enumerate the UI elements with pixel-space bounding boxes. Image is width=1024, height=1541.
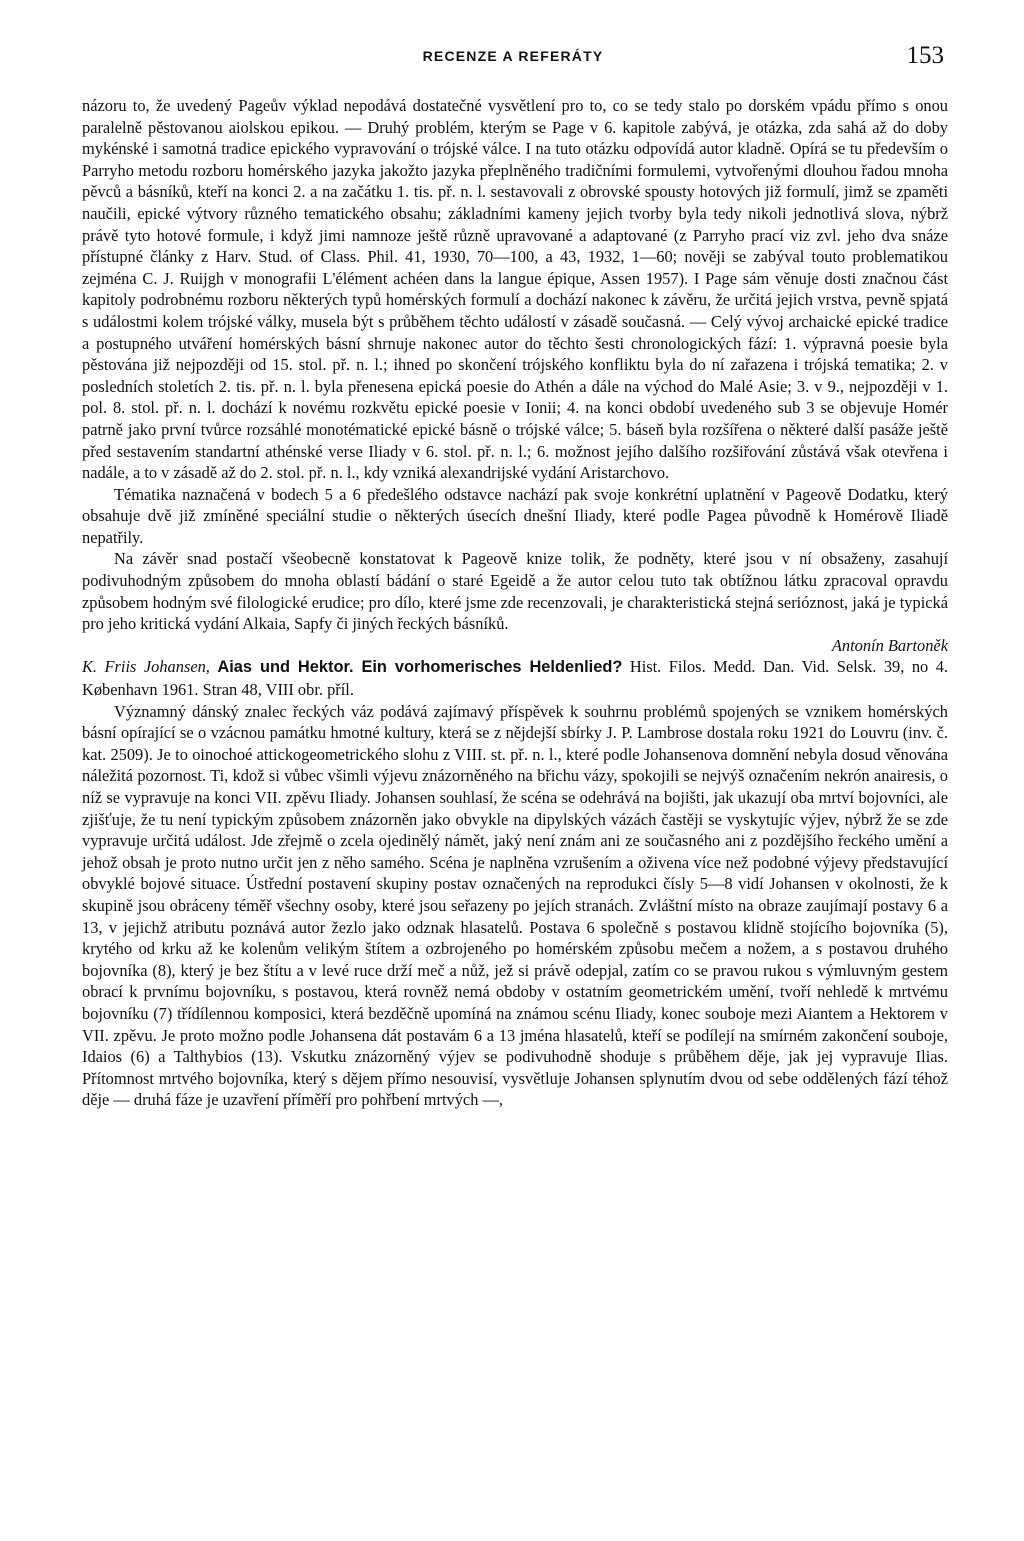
review1-signature: Antonín Bartoněk (831, 635, 948, 655)
review2-title: Aias und Hektor. Ein vorhomerisches Heldenlied? (217, 658, 623, 677)
review1-paragraph-3: Na závěr snad postačí všeobecně konstatovat k Pageově knize tolik, že podněty, které jsou v ní obsaženy, zasahují podivuhodným způsobem do mnoha oblastí bádání o staré Egeidě a že autor celou tuto tak obtížnou látku zpracoval opravdu způsobem hodným své filologické erudice; pro dílo, které jsme zde recenzovali, je charakteristická stejná serióznost, jaká je typická pro jeho kritická vydání Alkaia, Sapfy či jiných řeckých básníků. (82, 549, 948, 634)
running-head (82, 42, 944, 74)
review2-heading (82, 656, 948, 700)
review2-author: K. Friis Johansen, (82, 657, 210, 677)
review2-paragraph-1: Významný dánský znalec řeckých váz podává zajímavý příspěvek k souhrnu problémů spojených se vznikem homérských básní opírající se o vzácnou památku hmotné kultury, která se z nějdejší sbírky J. P. Lambrose dostala roku 1921 do Louvru (inv. č. kat. 2509). Je to oinochoé attickogeometrického slohu z VIII. st. př. n. l., které podle Johansenova domnění nebyla dosud věnována náležitá pozornost. Ti, kdož si vůbec všimli výjevu znázorněného na břichu vázy, spokojili se nejvýš označením nekrón anairesis, o níž se vypravuje na konci VII. zpěvu Iliady. Johansen souhlasí, že scéna se odehrává na bojišti, jak ukazují oba mrtví bojovníci, ale zjišťuje, že tu není typickým způsobem znázorněn jako obvykle na dipylských vázách častěji se vyskytujíc výjev, nýbrž že se zde vypravuje určitá událost. Jde zřejmě o zcela ojedinělý námět, jaký není znám ani ze současného ani z pozdějšího řeckého umění a jehož obsah je proto nutno určit jen z něho samého. Scéna je naplněna vzrušením a oživena více než podobné výjevy představující obvyklé bojové situace. Ústřední postavení skupiny postav označených na reprodukci čísly 5—8 vidí Johansen v okolnosti, že k skupině jsou obráceny téměř všechny osoby, které jsou seřazeny po jejích stranách. Zvláštní místo na obraze zaujímají postavy 6 a 13, v jejichž atributu poznává autor žezlo jako odznak hlasatelů. Postava 6 společně s postavou klidně stojícího bojovníka (5), krytého od krku až ke kolenům velikým štítem a ozbrojeného po homérském způsobu mečem a nožem, a s postavou druhého bojovníka (8), který je bez štítu a v levé ruce drží meč a nůž, jež si právě odepjal, zatím co se pravou rukou s výmluvným gestem obrací k prvnímu bojovníku, s postavou, která rovněž nemá obdoby v ostatním geometrickém umění, tvoří nehledě k mrtvému bojovníku (7) třídílennou komposici, která bezděčně upomíná na známou scénu Iliady, konec souboje mezi Aiantem a Hektorem v VII. zpěvu. Je proto možno podle Johansena dát postavám 6 a 13 jména hlasatelů, kteří se podílejí na smírném zakončení souboje, Idaios (6) a Talthybios (13). Vskutku znázorněný výjev se podivuhodně shoduje s průběhem děje, jak jej vypravuje Ilias. Přítomnost mrtvého bojovníka, který s dějem přímo nesouvisí, vysvětluje Johansen splynutím dvou od sebe oddělených fází téhož děje — druhá fáze je uzavření příměří pro pohřbení mrtvých —, (82, 701, 948, 1110)
running-title: RECENZE A REFERÁTY (422, 48, 604, 64)
body-text (82, 95, 948, 1111)
page-number: 153 (906, 42, 944, 69)
review2-publication: Hist. Filos. Medd. Dan. Vid. Selsk. 39, no 4. København 1961. Stran 48, VIII obr. příl. (82, 657, 949, 700)
review1-paragraph-1: názoru to, že uvedený Pageův výklad nepodává dostatečné vysvětlení pro to, co se tedy stalo po dorském vpádu přímo s onou paralelně pěstovanou aiolskou epikou. — Druhý problém, kterým se Page v 6. kapitole zabývá, je otázka, zda sahá až do doby mykénské i samotná tradice epického vypravování o trójské válce. I na tuto otázku odpovídá autor kladně. Opírá se tu především o Parryho metodu rozboru homérského jazyka jakožto jazyka přeplněného tradičními formulemi, vytvořenými dlouhou řadou mnoha pěvců a básníků, kteří na konci 2. a na začátku 1. tis. př. n. l. sestavovali z obrovské spousty hotových již formulí, jimž se zpaměti naučili, epické výtvory různého tematického obsahu; základními kameny jejich tvorby byla tedy nikoli jednotlivá slova, nýbrž právě tyto hotové formule, i když jimi namnoze ještě různě upravované a adaptované (z Parryho prací viz zvl. jeho dva snáze přístupné články z Harv. Stud. of Class. Phil. 41, 1930, 70—100, a 43, 1932, 1—60; nověji se zabýval touto problematikou zejména C. J. Ruijgh v monografii L'élément achéen dans la langue épique, Assen 1957). I Page sám věnuje dosti značnou část kapitoly podrobnému rozboru některých typů homérských formulí a dochází nakonec k závěru, že určitá jejich vrstva, pevně spjatá s událostmi kolem trójské války, musela být s průběhem těchto událostí v zásadě současná. — Celý vývoj archaické epické tradice a postupného utváření homérských básní shrnuje nakonec autor do těchto šesti chronologických fází: 1. výpravná poesie byla pěstována již nejpozději od 15. stol. př. n. l.; ihned po skončení trójského konfliktu byla do ní zařazena i trójská tematika; 2. v posledních stoletích 2. tis. př. n. l. byla přenesena epická poesie do Athén a dále na východ do Malé Asie; 3. v 9., nejpozději v 1. pol. 8. stol. př. n. l. dochází k novému rozkvětu epické poesie v Ionii; 4. na konci období uvedeného sub 3 se objevuje Homér patrně jako první tvůrce rozsáhlé monotématické epické básně o trójské válce; 5. báseň byla rozšířena o některé další pasáže ještě před sestavením standartní athénské verse Iliady v 6. stol. př. n. l.; 6. možnost jejího dalšího rozšiřování zůstává však otevřena i nadále, a to v zásadě až do 2. stol. př. n. l., kdy vzniká alexandrijské vydání Aristarchovo. (82, 96, 948, 483)
review1-paragraph-2: Tématika naznačená v bodech 5 a 6 předešlého odstavce nachází pak svoje konkrétní uplatnění v Pageově Dodatku, který obsahuje dvě již zmíněné speciální studie o některých úsecích dnešní Iliady, které podle Pagea původně k Homérově Iliadě nepatřily. (82, 484, 948, 547)
